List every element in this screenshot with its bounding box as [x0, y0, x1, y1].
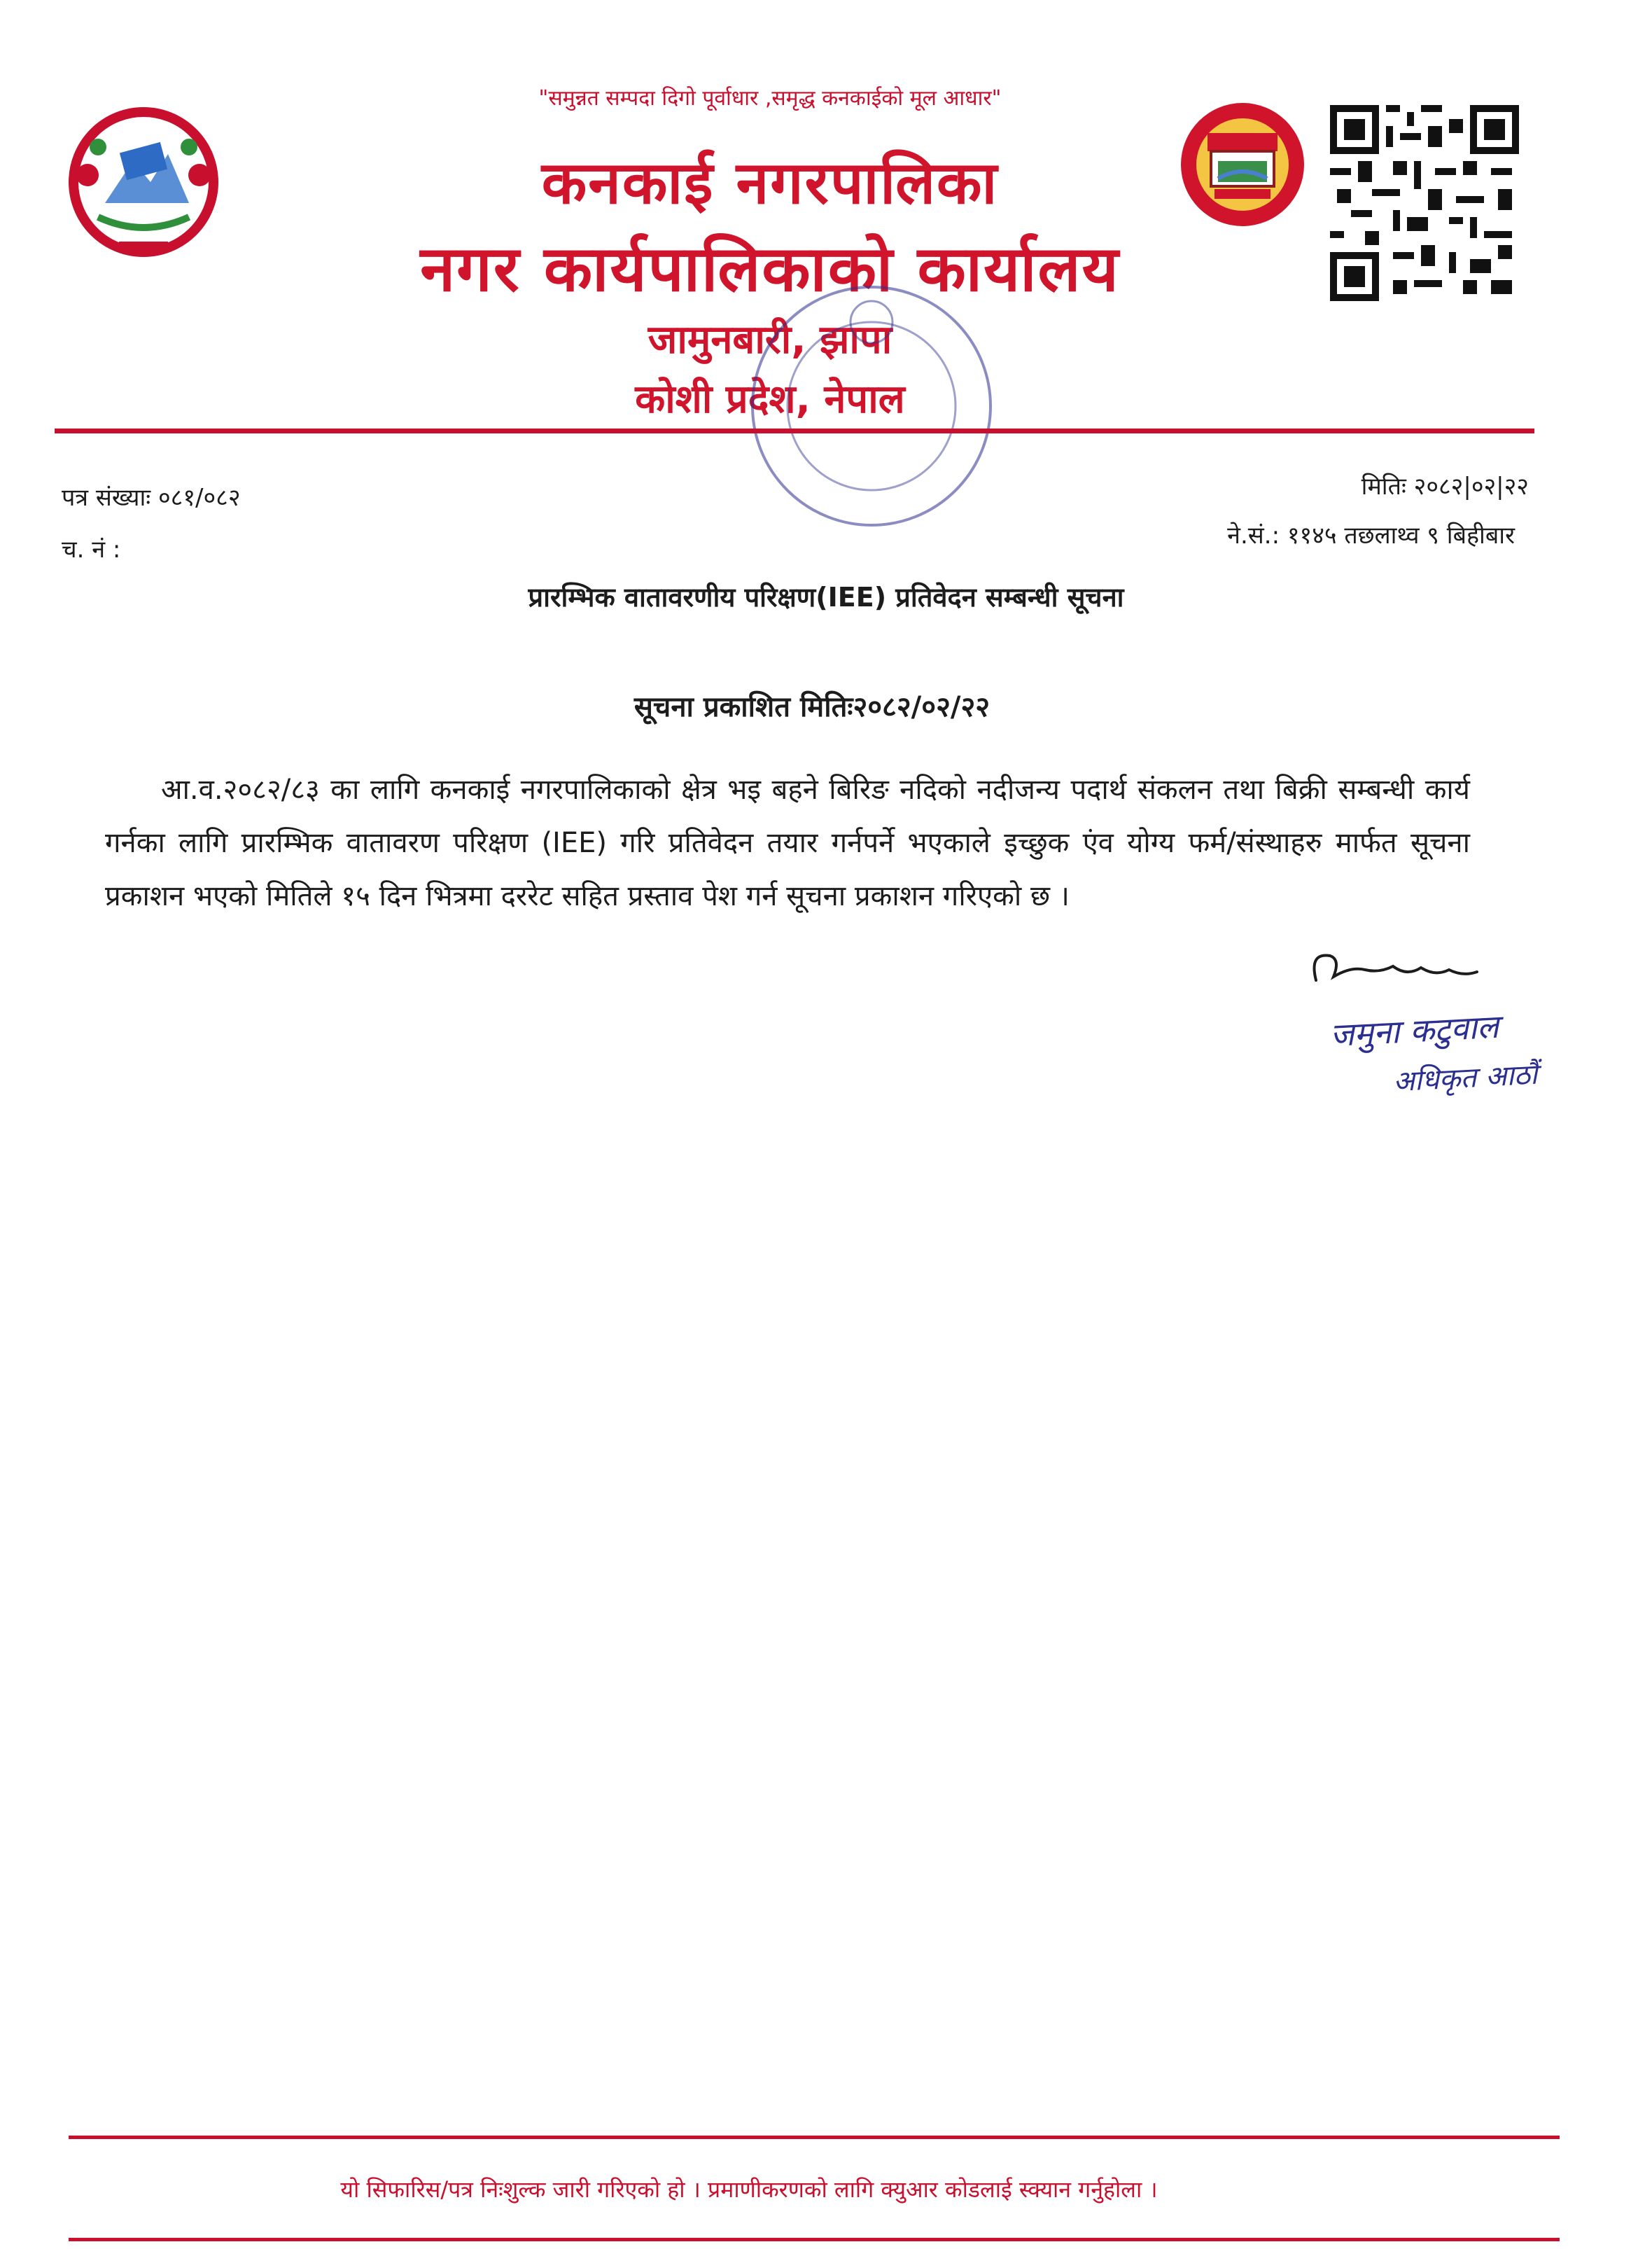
notice-published-date: सूचना प्रकाशित मितिः२०८२/०२/२२ [634, 691, 990, 723]
office-name: नगर कार्यपालिकाको कार्यालय [420, 232, 1120, 306]
nepal-sambat-date: ने.सं.: ११४५ तछलाथ्व ९ बिहीबार [1227, 522, 1515, 550]
nepal-emblem-icon [56, 98, 231, 269]
signer-name: जमुना कटुवाल [1329, 1007, 1500, 1054]
address-line-1: जामुनबारी, झापा [648, 317, 892, 363]
address-line-2: कोशी प्रदेश, नेपाल [635, 377, 905, 422]
notice-body: आ.व.२०८२/८३ का लागि कनकाई नगरपालिकाको क्षेत्र भइ बहने बिरिङ नदिको नदीजन्य पदार्थ संकलन तथा बिक्री सम्बन्धी कार्य गर्नका लागि प्रारम्भिक वातावरण परिक्षण (IEE) गरि प्रतिवेदन तयार गर्नपर्ने भएकाले इच्छुक एंव योग्य फर्म/संस्थाहरु मार्फत सूचना प्रकाशन भएको मितिले १५ दिन भित्रमा दररेट सहित प्रस्ताव पेश गर्न सूचना प्रकाशन गरिएको छ । [105, 774, 1470, 912]
footer-note: यो सिफारिस/पत्र निःशुल्क जारी गरिएको हो । प्रमाणीकरणको लागि क्युआर कोडलाई स्क्यान गर्नुहोला । [340, 2176, 1158, 2203]
office-stamp-icon [721, 273, 1029, 542]
notice-subject: प्रारम्भिक वातावरणीय परिक्षण(IEE) प्रतिवेदन सम्बन्धी सूचना [528, 582, 1124, 613]
dispatch-number: च. नं : [62, 536, 121, 564]
header-divider [55, 429, 1534, 433]
signer-title: अधिकृत आठौं [1392, 1058, 1539, 1099]
municipality-name: कनकाई नगरपालिका [541, 148, 999, 217]
footer-divider-bottom [69, 2238, 1560, 2241]
reference-number: पत्र संख्याः ०८१/०८२ [62, 484, 241, 512]
letter-date: मितिः २०८२|०२|२२ [1361, 473, 1529, 501]
municipality-logo-icon [1176, 91, 1309, 234]
footer-divider-top [69, 2136, 1560, 2139]
signature-scribble-icon [1302, 938, 1512, 997]
slogan: "समुन्नत सम्पदा दिगो पूर्वाधार ,समृद्ध कनकाईको मूल आधार" [538, 86, 1002, 111]
qr-code-icon[interactable] [1330, 105, 1519, 304]
